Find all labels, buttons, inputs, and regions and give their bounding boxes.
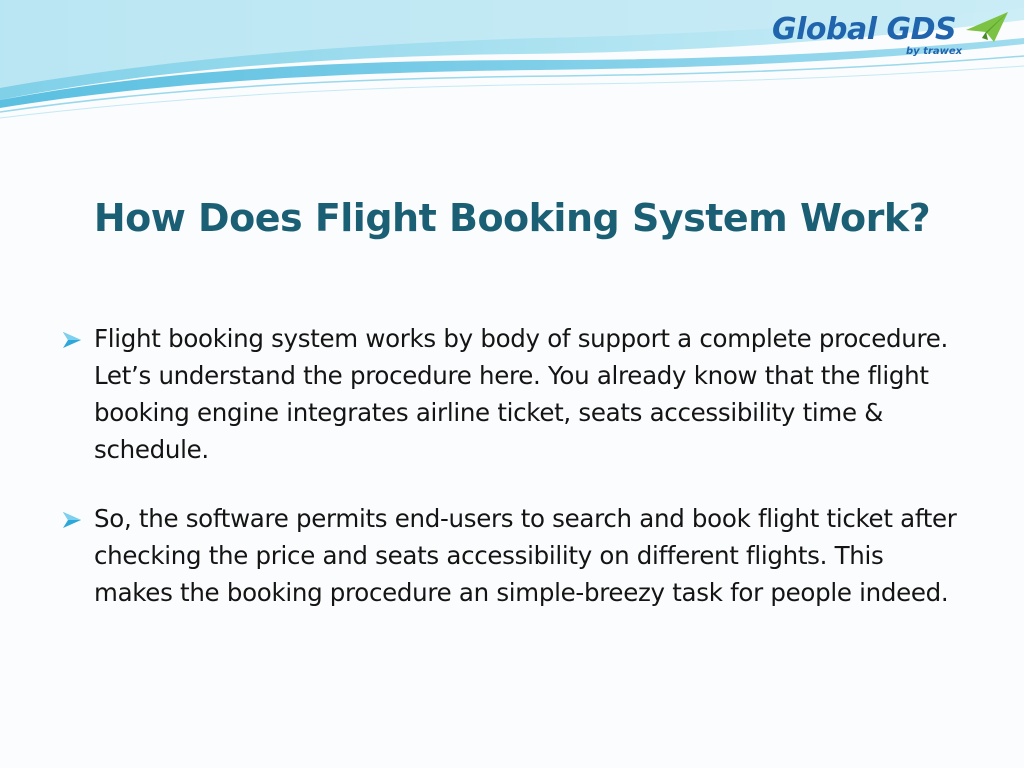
logo-brand-text: Global GDS: [772, 12, 957, 47]
bullet-text: So, the software permits end-users to search and book flight ticket after checking the price and seats accessibility on different flights. This makes the booking procedure an simple-breezy task for people indeed.: [94, 504, 957, 607]
arrow-bullet-icon: [62, 331, 82, 349]
global-gds-logo: [768, 8, 1018, 66]
bullet-item: [62, 320, 962, 468]
paper-plane-icon: [964, 10, 1010, 46]
logo-tagline: by trawex: [906, 46, 963, 57]
slide-title: How Does Flight Booking System Work?: [93, 196, 931, 240]
bullet-list: [62, 320, 962, 643]
bullet-item: [62, 500, 962, 611]
bullet-text: Flight booking system works by body of support a complete procedure. Let’s understand the procedure here. You already know that the flight booking engine integrates airline ticket, seats accessibility time & schedule.: [94, 324, 948, 464]
arrow-bullet-icon: [62, 511, 82, 529]
